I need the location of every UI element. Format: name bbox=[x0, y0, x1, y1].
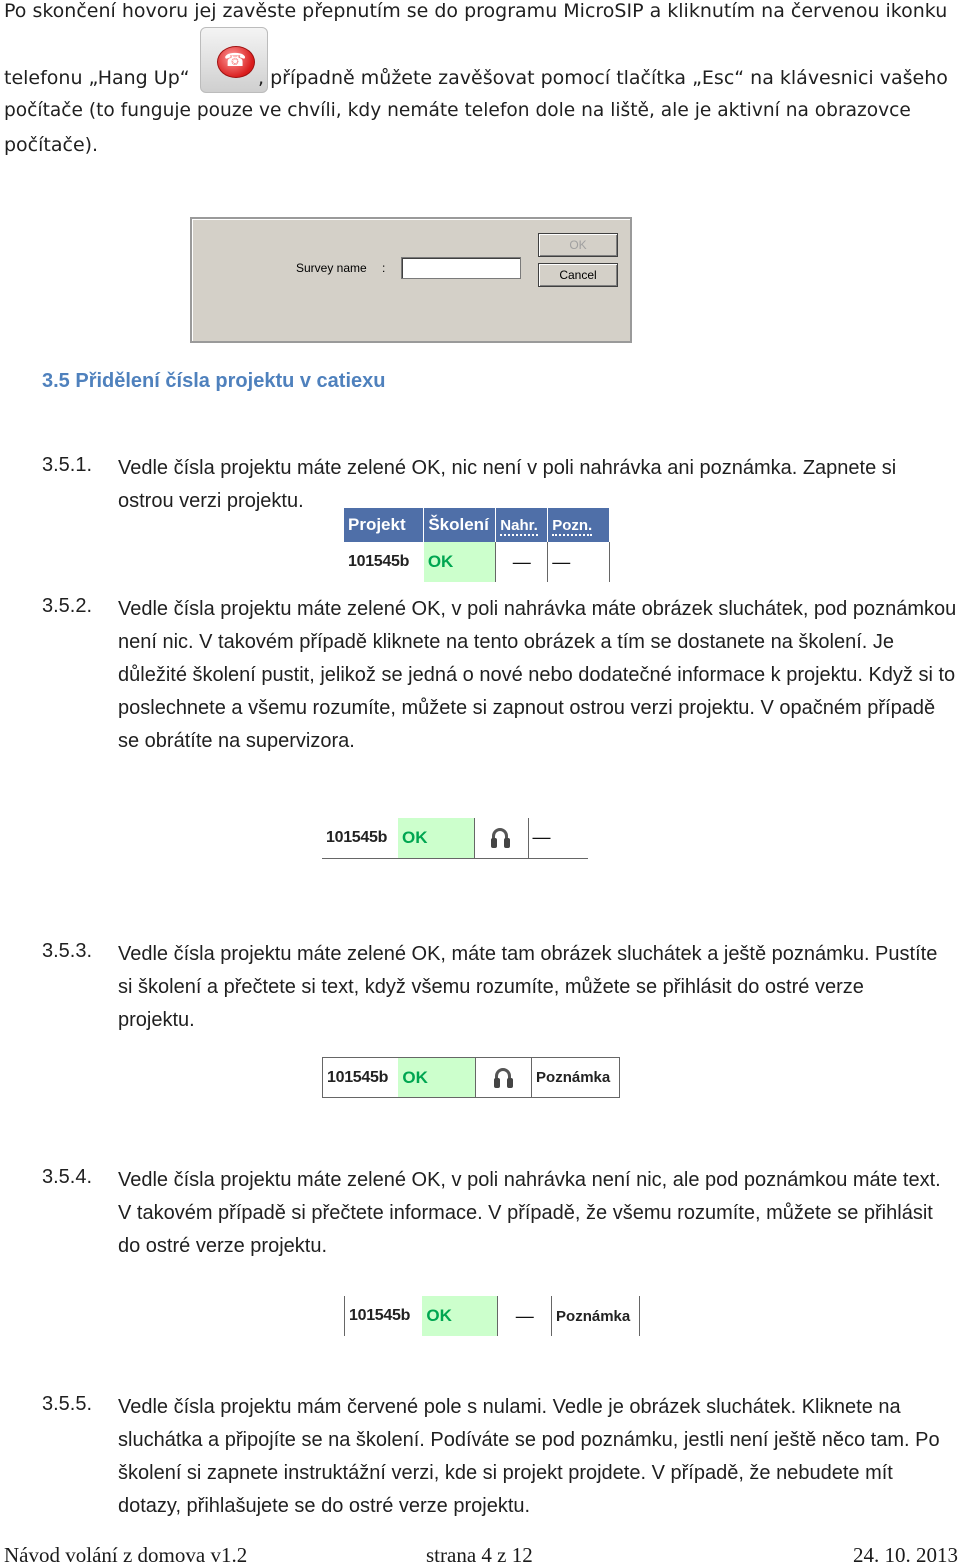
intro-line-3: počítače (to funguje pouze ve chvíli, kdy nemáte telefon dole na liště, ale je aktivní na obrazovce bbox=[4, 100, 911, 121]
project-number: 101545b bbox=[348, 553, 410, 570]
status-ok: OK bbox=[398, 1058, 475, 1098]
footer-document-title: Návod volání z domova v1.2 bbox=[4, 1543, 248, 1567]
header-pozn: Pozn. bbox=[548, 508, 610, 542]
table-row bbox=[345, 1296, 640, 1336]
project-number: 101545b bbox=[323, 1058, 399, 1098]
section-heading: 3.5 Přidělení čísla projektu v catiexu bbox=[42, 370, 386, 392]
project-table-3 bbox=[322, 1057, 620, 1098]
project-table-2 bbox=[322, 818, 588, 859]
survey-name-colon: : bbox=[382, 261, 386, 275]
table-row bbox=[344, 542, 610, 582]
note-cell[interactable]: Poznámka bbox=[532, 1058, 620, 1098]
item-text: Vedle čísla projektu máte zelené OK, v poli nahrávka máte obrázek sluchátek, pod poznámkou není nic. V takovém případě kliknete na tento obrázek a tím se dostanete na školení. Je důležité školení pustit, jelikož se jedná o nové nebo dodatečné informace k projektu. Když si to poslechnete a všemu rozumíte, můžete si zapnout ostrou verzi projektu. V opačném případě se obrátíte na supervizora. bbox=[118, 598, 957, 752]
intro-line-2-before: telefonu „Hang Up“ bbox=[4, 67, 190, 89]
status-ok: OK bbox=[424, 542, 496, 582]
headphones-icon[interactable] bbox=[493, 1067, 515, 1089]
recording-cell[interactable] bbox=[476, 1058, 532, 1098]
recording-cell[interactable] bbox=[474, 818, 528, 858]
project-table-1 bbox=[344, 508, 610, 582]
recording-cell: — bbox=[498, 1296, 552, 1336]
footer-page-number: strana 4 z 12 bbox=[426, 1543, 533, 1567]
item-number: 3.5.5. bbox=[42, 1393, 93, 1415]
status-ok: OK bbox=[398, 818, 474, 858]
item-number: 3.5.4. bbox=[42, 1166, 93, 1188]
item-text: Vedle čísla projektu máte zelené OK, v poli nahrávka není nic, ale pod poznámkou máte text. V takovém případě si přečtete informace. V případě, že všemu rozumíte, můžete se přihlásit do ostré verze projektu. bbox=[118, 1169, 941, 1257]
item-number: 3.5.3. bbox=[42, 940, 93, 962]
project-number: 101545b bbox=[322, 818, 398, 858]
item-text: Vedle čísla projektu máte zelené OK, máte tam obrázek sluchátek a ještě poznámku. Pustíte si školení a přečtete si text, když všemu rozumíte, můžete se přihlásit do ostré verze projektu. bbox=[118, 943, 938, 1031]
header-projekt: Projekt bbox=[344, 508, 424, 542]
note-cell[interactable]: Poznámka bbox=[552, 1296, 640, 1336]
table-row bbox=[322, 818, 588, 858]
item-number: 3.5.1. bbox=[42, 454, 93, 476]
project-number: 101545b bbox=[345, 1296, 423, 1336]
footer-date: 24. 10. 2013 bbox=[853, 1543, 958, 1567]
phone-hangup-icon: ☎ bbox=[200, 27, 268, 93]
survey-name-dialog bbox=[190, 217, 632, 343]
cancel-button[interactable]: Cancel bbox=[538, 263, 618, 287]
item-text: Vedle čísla projektu mám červené pole s nulami. Vedle je obrázek sluchátek. Kliknete na sluchátka a připojíte se na školení. Podíváte se pod poznámku, jestli není ještě něco tam. Po školení si zapnete instruktážní verzi, kde si projekt projdete. V případě, že nebudete mít dotazy, přihlašujete se do ostré verze projektu. bbox=[118, 1396, 940, 1517]
intro-line-2-after: , případně můžete zavěšovat pomocí tlačítka „Esc“ na klávesnici vašeho bbox=[258, 67, 948, 89]
survey-name-label: Survey name bbox=[296, 261, 367, 275]
recording-cell: — bbox=[496, 542, 548, 582]
item-number: 3.5.2. bbox=[42, 595, 93, 617]
project-table-4 bbox=[344, 1296, 640, 1336]
status-ok: OK bbox=[422, 1296, 497, 1336]
note-cell: — bbox=[528, 818, 588, 858]
table-row bbox=[323, 1058, 620, 1098]
intro-line-4: počítače). bbox=[4, 134, 99, 156]
survey-name-input[interactable] bbox=[401, 257, 521, 279]
ok-button[interactable]: OK bbox=[538, 233, 618, 257]
header-nahr: Nahr. bbox=[496, 508, 548, 542]
headphones-icon[interactable] bbox=[490, 827, 512, 849]
header-skoleni: Školení bbox=[424, 508, 496, 542]
intro-line-1: Po skončení hovoru jej zavěste přepnutím se do programu MicroSIP a kliknutím na červenou ikonku bbox=[4, 0, 948, 22]
note-cell: — bbox=[548, 542, 610, 582]
item-text: Vedle čísla projektu máte zelené OK, nic není v poli nahrávka ani poznámka. Zapnete si ostrou verzi projektu. bbox=[118, 457, 897, 512]
